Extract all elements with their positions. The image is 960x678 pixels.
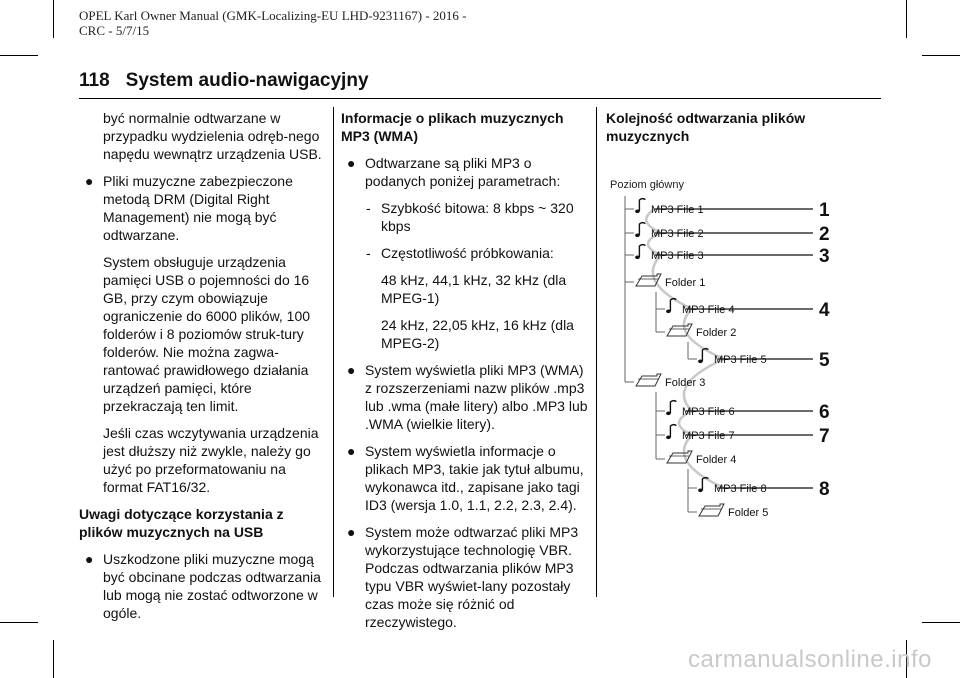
bullet-item (341, 154, 591, 190)
bullet-text: System wyświetla pliki MP3 (WMA) z rozszerzeniami nazw plików .mp3 lub .wma (małe litery) albo .MP3 lub .WMA (wielkie litery). (365, 362, 588, 432)
bullet-item (79, 172, 329, 244)
bullet-text: System wyświetla informacje o plikach MP3, takie jak tytuł albumu, wykonawca itd., zapisane jako tagi ID3 (wersja 1.0, 1.1, 2.2, 2.3, 2.4). (365, 443, 584, 513)
file-name-label: MP3 File 5 (714, 354, 767, 366)
bullet-text: Uszkodzone pliki muzyczne mogą być obcinane podczas odtwarzania lub mogą nie zostać odtworzone w ogóle. (103, 551, 321, 621)
tree-folder-row (656, 451, 736, 466)
dash-text: Częstotliwość próbkowania: (381, 245, 554, 261)
column-1 (79, 109, 329, 622)
play-order-number: 3 (819, 246, 830, 267)
play-order-number: 2 (819, 224, 830, 245)
file-name-label: MP3 File 4 (682, 304, 735, 316)
dash-text: Szybkość bitowa: 8 kbps ~ 320 kbps (381, 200, 574, 234)
play-order-number: 7 (819, 426, 830, 447)
folder-name-label: Folder 5 (728, 507, 769, 519)
crop-mark-top-left-v (53, 0, 54, 38)
page-number: 118 (79, 70, 110, 91)
tree-folder-row (656, 324, 736, 339)
section-heading: Kolejność odtwarzania plików muzycznych (606, 110, 806, 144)
folder-icon (636, 374, 661, 386)
folder-icon (699, 504, 724, 516)
folder-name-label: Folder 1 (665, 277, 706, 289)
crop-mark-top-right-h (922, 55, 960, 56)
sample-rate-line: 48 kHz, 44,1 kHz, 32 kHz (dla MPEG-1) (381, 272, 567, 306)
tree-file-row (625, 199, 830, 221)
continued-paragraph: być normalnie odtwarzane w przypadku wydzielenia odręb-nego napędu wewnątrz urządzenia USB. (103, 110, 322, 162)
playback-order-diagram (606, 176, 846, 526)
print-header (79, 8, 467, 38)
header-rule (79, 98, 881, 99)
tree-file-row (625, 223, 830, 245)
play-order-number: 4 (819, 300, 830, 321)
bullet-marker: ● (347, 443, 356, 459)
file-name-label: MP3 File 6 (682, 406, 735, 418)
bullet-marker: ● (85, 173, 94, 189)
bullet-item (341, 523, 591, 631)
bullet-item (341, 442, 591, 514)
bullet-marker: ● (347, 524, 356, 540)
folder-name-label: Folder 2 (696, 327, 737, 339)
dash-marker: - (366, 245, 371, 261)
column-divider (333, 107, 334, 597)
crop-mark-bottom-left-h (0, 622, 38, 623)
play-order-number: 1 (819, 200, 830, 221)
tree-folder-row (625, 374, 705, 389)
play-order-number: 6 (819, 402, 830, 423)
dash-marker: - (366, 200, 371, 216)
crop-mark-bottom-left-v (53, 640, 54, 678)
folder-name-label: Folder 4 (696, 454, 737, 466)
site-watermark: carmanualsonline.info (688, 646, 932, 673)
crop-mark-top-right-v (906, 0, 907, 38)
file-name-label: MP3 File 7 (682, 430, 735, 442)
column-3 (606, 109, 866, 145)
print-header-line-2: CRC - 5/7/15 (79, 23, 150, 38)
tree-folder-row (625, 274, 705, 289)
bullet-item (79, 550, 329, 622)
section-heading: Uwagi dotyczące korzystania z plików muzycznych na USB (79, 506, 284, 540)
print-header-line-1: OPEL Karl Owner Manual (GMK-Localizing-EU LHD-9231167) - 2016 - (79, 8, 467, 23)
crop-mark-top-left-h (0, 55, 38, 56)
bullet-marker: ● (347, 155, 356, 171)
bullet-text: System może odtwarzać pliki MP3 wykorzystujące technologię VBR. Podczas odtwarzania plików MP3 typu VBR wyświet-lany pozostały czas może się różnić od rzeczywistego. (365, 524, 579, 630)
paragraph: Jeśli czas wczytywania urządzenia jest dłuższy niż zwykle, należy go użyć po przeformatowaniu na format FAT16/32. (103, 425, 319, 495)
play-order-number: 8 (819, 479, 830, 500)
file-name-label: MP3 File 2 (651, 228, 704, 240)
tree-folder-row (688, 504, 768, 519)
music-note-icon (635, 245, 645, 259)
music-note-icon (666, 401, 676, 415)
file-name-label: MP3 File 1 (651, 204, 704, 216)
section-heading: Informacje o plikach muzycznych MP3 (WMA) (341, 110, 564, 144)
dash-item (341, 199, 591, 235)
tree-file-row (656, 299, 830, 321)
dash-item (341, 244, 591, 262)
play-order-number: 5 (819, 350, 830, 371)
bullet-marker: ● (85, 551, 94, 567)
music-note-icon (666, 425, 676, 439)
column-divider (596, 107, 597, 597)
tree-file-row (656, 401, 830, 423)
music-note-icon (635, 199, 645, 213)
root-level-label: Poziom główny (610, 179, 684, 191)
sample-rate-line: 24 kHz, 22,05 kHz, 16 kHz (dla MPEG-2) (381, 317, 574, 351)
page-title: System audio-nawigacyjny (125, 70, 369, 91)
bullet-item (341, 361, 591, 433)
bullet-marker: ● (347, 362, 356, 378)
file-name-label: MP3 File 3 (651, 250, 704, 262)
music-note-icon (635, 223, 645, 237)
bullet-text: Pliki muzyczne zabezpieczone metodą DRM (Digital Right Management) nie mogą być odtwarzane. (103, 173, 293, 243)
file-name-label: MP3 File 8 (714, 483, 767, 495)
crop-mark-bottom-right-h (922, 622, 960, 623)
bullet-text: Odtwarzane są pliki MP3 o podanych poniżej parametrach: (365, 155, 561, 189)
column-2 (341, 109, 591, 631)
paragraph: System obsługuje urządzenia pamięci USB o pojemności do 16 GB, przy czym obowiązuje ograniczenie do 6000 plików, 100 folderów i 8 poziomów struk-tury folderów. Nie można zagwa-rantować prawidłowego działania urządzeń pamięci, które przekraczają ten limit. (103, 254, 311, 414)
page-heading (79, 70, 369, 92)
folder-name-label: Folder 3 (665, 377, 706, 389)
